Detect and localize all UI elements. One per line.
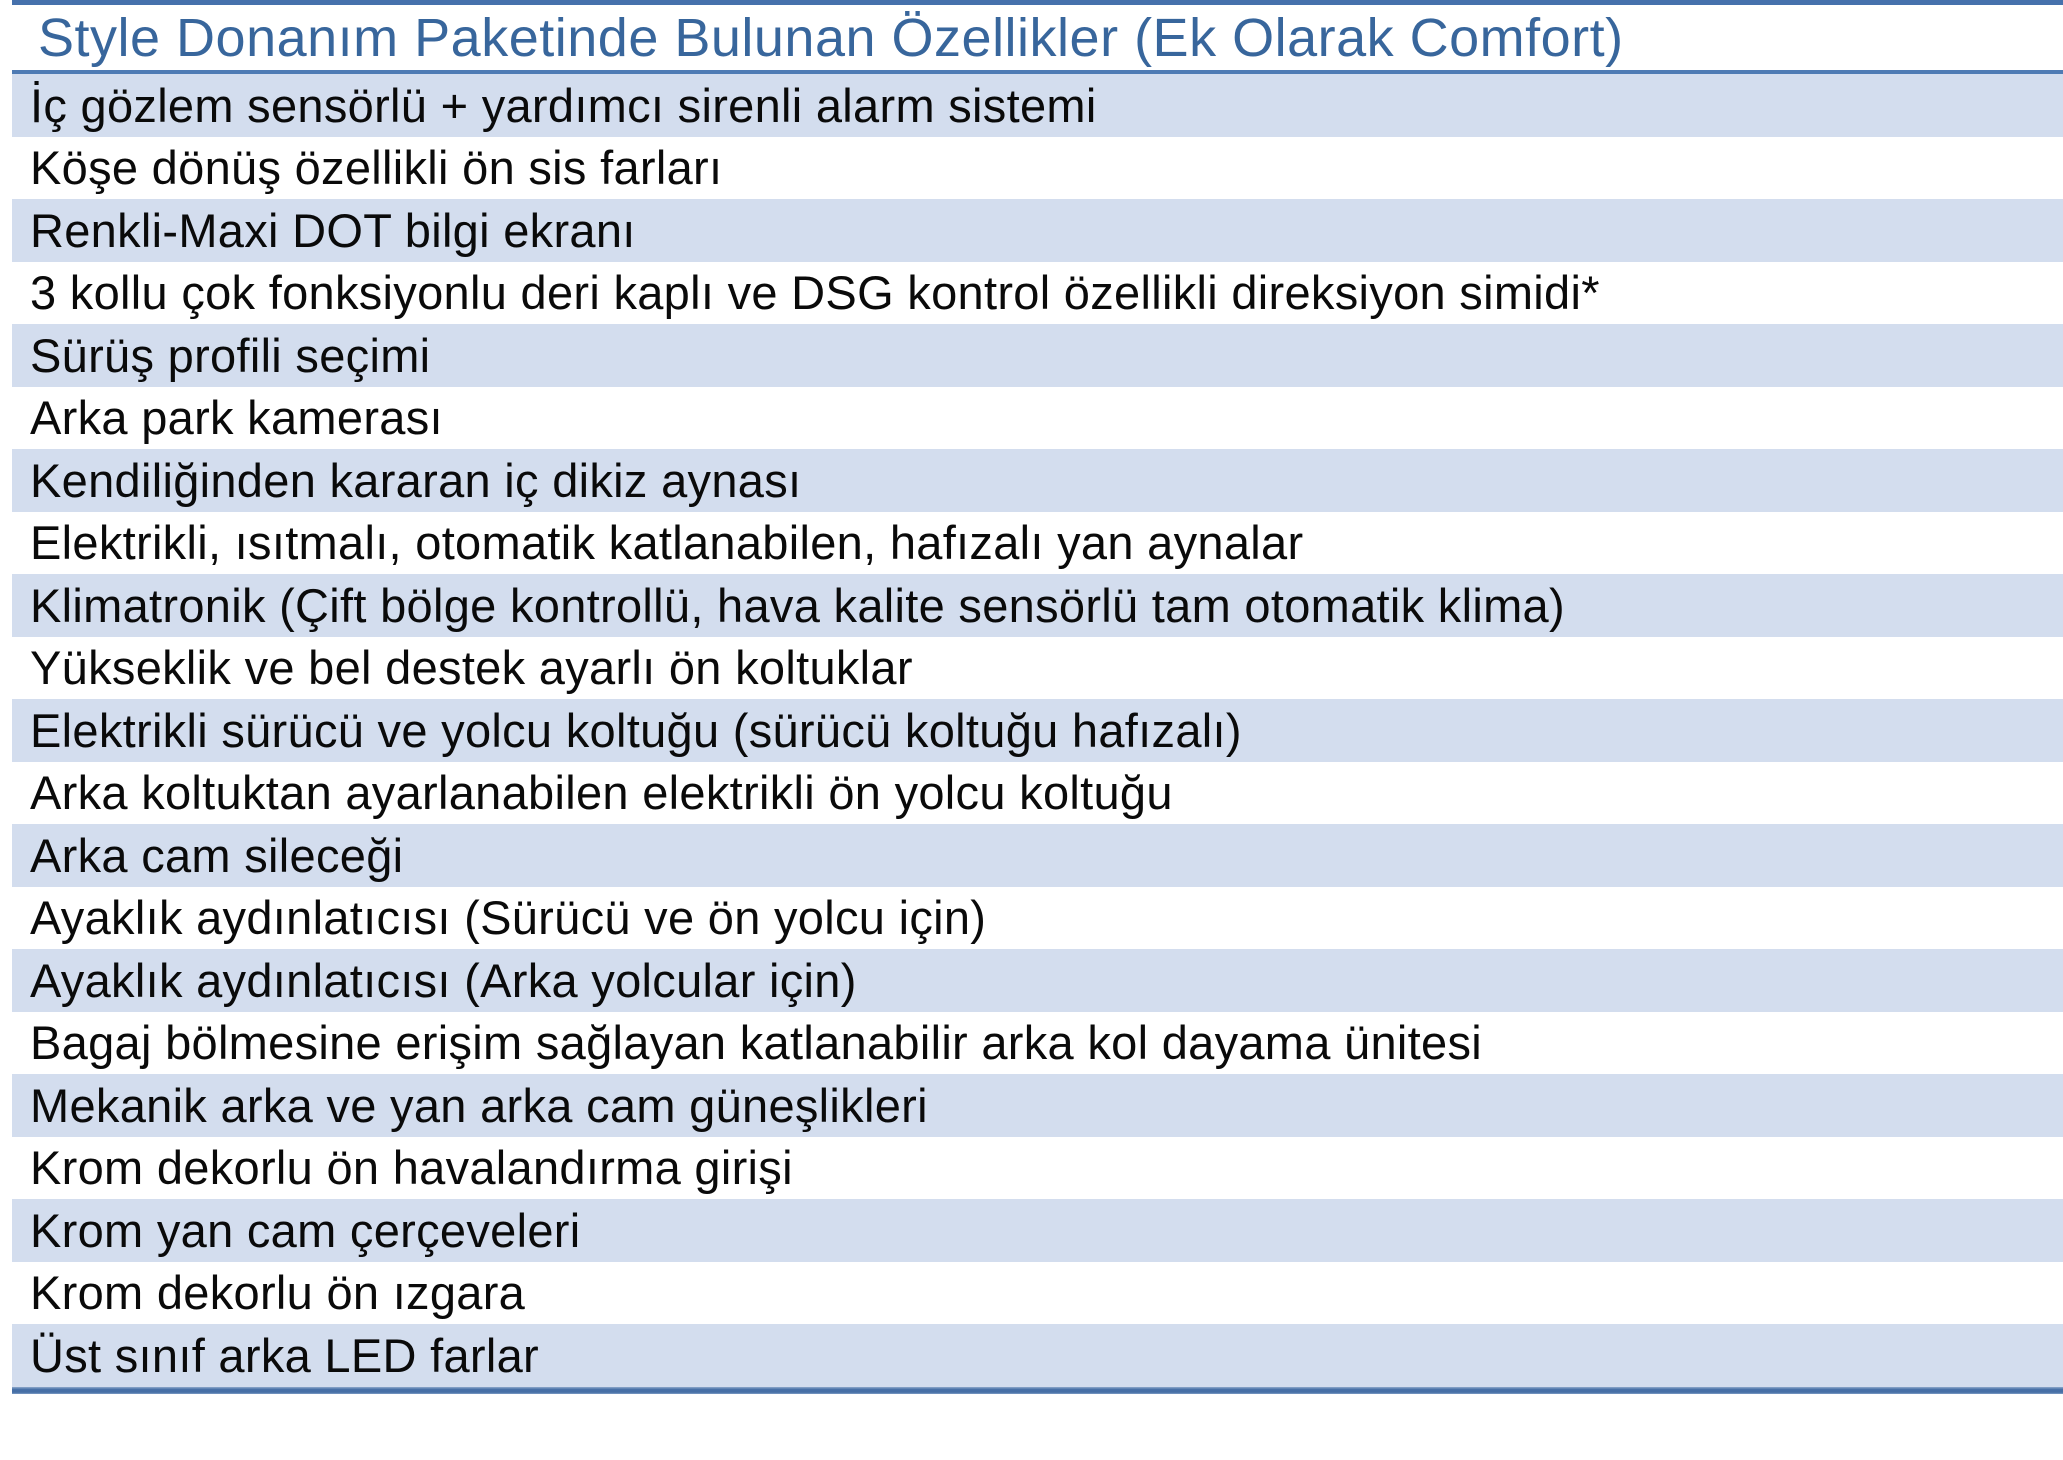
- table-row: [12, 1012, 2063, 1075]
- feature-label: Klimatronik (Çift bölge kontrollü, hava kalite sensörlü tam otomatik klima): [30, 578, 1565, 632]
- feature-label: Elektrikli sürücü ve yolcu koltuğu (sürücü koltuğu hafızalı): [30, 703, 1242, 757]
- table-row: [12, 887, 2063, 950]
- feature-label: Üst sınıf arka LED farlar: [30, 1328, 539, 1382]
- table-row: [12, 137, 2063, 200]
- table-row: [12, 1199, 2063, 1262]
- feature-label: 3 kollu çok fonksiyonlu deri kaplı ve DSG kontrol özellikli direksiyon simidi*: [30, 266, 1600, 320]
- table-row: [12, 449, 2063, 512]
- feature-label: Arka park kamerası: [30, 391, 443, 445]
- table-row: [12, 949, 2063, 1012]
- feature-label: Bagaj bölmesine erişim sağlayan katlanabilir arka kol dayama ünitesi: [30, 1016, 1483, 1070]
- feature-table: [12, 0, 2063, 1394]
- table-row: [12, 762, 2063, 825]
- feature-label: Mekanik arka ve yan arka cam güneşlikleri: [30, 1078, 928, 1132]
- feature-label: Kendiliğinden kararan iç dikiz aynası: [30, 453, 802, 507]
- table-row: [12, 387, 2063, 450]
- table-row: [12, 199, 2063, 262]
- feature-label: Krom dekorlu ön ızgara: [30, 1266, 526, 1320]
- feature-rows: [12, 74, 2063, 1387]
- table-row: [12, 824, 2063, 887]
- feature-label: Krom yan cam çerçeveleri: [30, 1203, 581, 1257]
- feature-label: Ayaklık aydınlatıcısı (Arka yolcular için): [30, 953, 857, 1007]
- table-row: [12, 74, 2063, 137]
- feature-label: Ayaklık aydınlatıcısı (Sürücü ve ön yolcu için): [30, 891, 987, 945]
- table-row: [12, 699, 2063, 762]
- feature-label: İç gözlem sensörlü + yardımcı sirenli alarm sistemi: [30, 78, 1097, 132]
- feature-label: Renkli-Maxi DOT bilgi ekranı: [30, 203, 636, 257]
- feature-label: Sürüş profili seçimi: [30, 328, 431, 382]
- page-title: Style Donanım Paketinde Bulunan Özellikler (Ek Olarak Comfort): [38, 7, 1624, 68]
- table-row: [12, 637, 2063, 700]
- table-row: [12, 1262, 2063, 1325]
- table-row: [12, 1137, 2063, 1200]
- table-row: [12, 512, 2063, 575]
- table-row: [12, 1324, 2063, 1387]
- feature-label: Krom dekorlu ön havalandırma girişi: [30, 1141, 793, 1195]
- table-row: [12, 574, 2063, 637]
- table-row: [12, 1074, 2063, 1137]
- feature-label: Arka cam sileceği: [30, 828, 404, 882]
- table-row: [12, 324, 2063, 387]
- table-bottom-border: [12, 1387, 2063, 1394]
- feature-label: Köşe dönüş özellikli ön sis farları: [30, 141, 723, 195]
- feature-label: Elektrikli, ısıtmalı, otomatik katlanabilen, hafızalı yan aynalar: [30, 516, 1304, 570]
- table-header-row: [12, 5, 2063, 70]
- feature-label: Arka koltuktan ayarlanabilen elektrikli ön yolcu koltuğu: [30, 766, 1173, 820]
- table-row: [12, 262, 2063, 325]
- feature-label: Yükseklik ve bel destek ayarlı ön koltuklar: [30, 641, 913, 695]
